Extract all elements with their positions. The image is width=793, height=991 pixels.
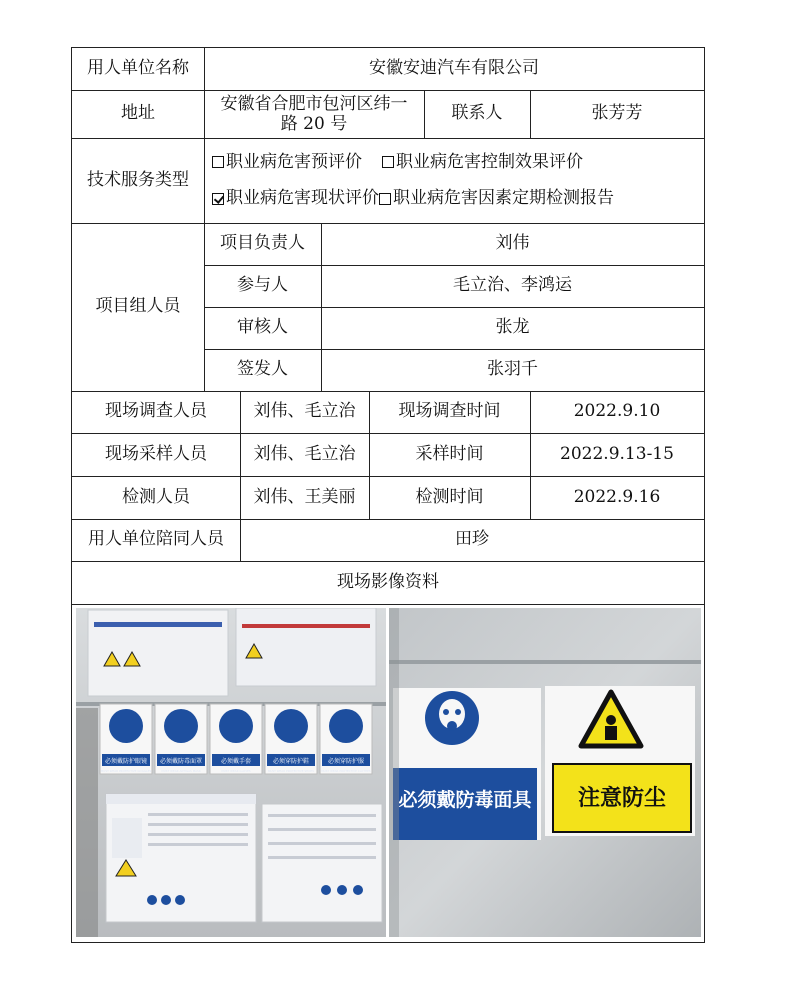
activity-people: 刘伟、毛立治	[240, 391, 370, 434]
sign-caption: MUST WEAR GLOVES	[221, 769, 251, 773]
checkbox-pre-evaluation[interactable]	[212, 156, 224, 168]
site-photo-left-image	[76, 608, 386, 937]
team-role: 审核人	[204, 307, 322, 350]
site-photo-right-image	[389, 608, 701, 937]
sign-strip	[100, 704, 372, 774]
service-option-label: 职业病危害因素定期检测报告	[393, 188, 614, 209]
activity-people: 刘伟、王美丽	[240, 476, 370, 520]
activity-time: 2022.9.13-15	[530, 433, 705, 477]
team-member: 刘伟	[321, 223, 705, 266]
activity-time-label: 检测时间	[369, 476, 531, 520]
sign-yellow-text: 注意防尘	[577, 786, 667, 811]
unit-name-label: 用人单位名称	[71, 47, 205, 91]
activity-label: 现场采样人员	[71, 433, 241, 477]
sign-caption: MUST WEAR PROTECTIVE GOGGLES	[100, 769, 152, 773]
team-role: 参与人	[204, 265, 322, 308]
service-type-label: 技术服务类型	[71, 138, 205, 224]
service-option-row-2	[212, 188, 614, 209]
unit-name-value: 安徽安迪汽车有限公司	[204, 47, 705, 91]
accompany-label: 用人单位陪同人员	[71, 519, 241, 562]
sign-blue-text: 必须戴防毒面具	[398, 789, 532, 811]
contact-value: 张芳芳	[530, 90, 705, 139]
activity-people: 刘伟、毛立治	[240, 433, 370, 477]
activity-label: 检测人员	[71, 476, 241, 520]
sign-caption: MUST WEAR PROTECTIVE SHOES	[267, 769, 315, 773]
checkbox-control-effect[interactable]	[382, 156, 394, 168]
site-photo-left	[76, 608, 386, 937]
sign-antigas-mask	[393, 688, 541, 840]
checkbox-periodic-testing[interactable]	[379, 193, 391, 205]
activity-time: 2022.9.10	[530, 391, 705, 434]
address-line-1: 安徽省合肥市包河区纬一	[220, 93, 408, 114]
activity-time: 2022.9.16	[530, 476, 705, 520]
team-member: 张羽千	[321, 349, 705, 392]
sign-caption: MUST WEAR PROTECTIVE CLOTHES	[321, 769, 371, 773]
address-value	[204, 90, 425, 139]
activity-time-label: 现场调查时间	[369, 391, 531, 434]
sign-caption: MUST WEAR ANTIGAS MASK	[161, 769, 201, 773]
sign-label: 必须穿防护服	[327, 758, 365, 765]
activity-time-label: 采样时间	[369, 433, 531, 477]
service-option-label: 职业病危害预评价	[226, 151, 362, 172]
service-type-options	[204, 138, 705, 224]
service-option-row-1	[212, 152, 583, 173]
service-option-label: 职业病危害现状评价	[226, 188, 379, 209]
team-member: 张龙	[321, 307, 705, 350]
sign-label: 必须戴手套	[220, 758, 252, 765]
address-line-2: 路 20 号	[280, 114, 348, 134]
checkbox-status-evaluation[interactable]	[212, 193, 224, 205]
activity-label: 现场调查人员	[71, 391, 241, 434]
address-label: 地址	[71, 90, 205, 139]
service-option-label: 职业病危害控制效果评价	[396, 151, 583, 172]
contact-label: 联系人	[424, 90, 531, 139]
sign-label: 必须戴防护眼镜	[104, 758, 148, 765]
accompany-value: 田珍	[240, 519, 705, 562]
sign-label: 必须戴防毒面罩	[159, 758, 203, 765]
sign-dust-warning	[545, 686, 695, 836]
team-label: 项目组人员	[71, 223, 205, 392]
photos-label: 现场影像资料	[71, 561, 705, 605]
sign-label: 必须穿防护鞋	[272, 758, 310, 765]
site-photo-right	[389, 608, 701, 937]
team-member: 毛立治、李鸿运	[321, 265, 705, 308]
team-role: 签发人	[204, 349, 322, 392]
team-role: 项目负责人	[204, 223, 322, 266]
